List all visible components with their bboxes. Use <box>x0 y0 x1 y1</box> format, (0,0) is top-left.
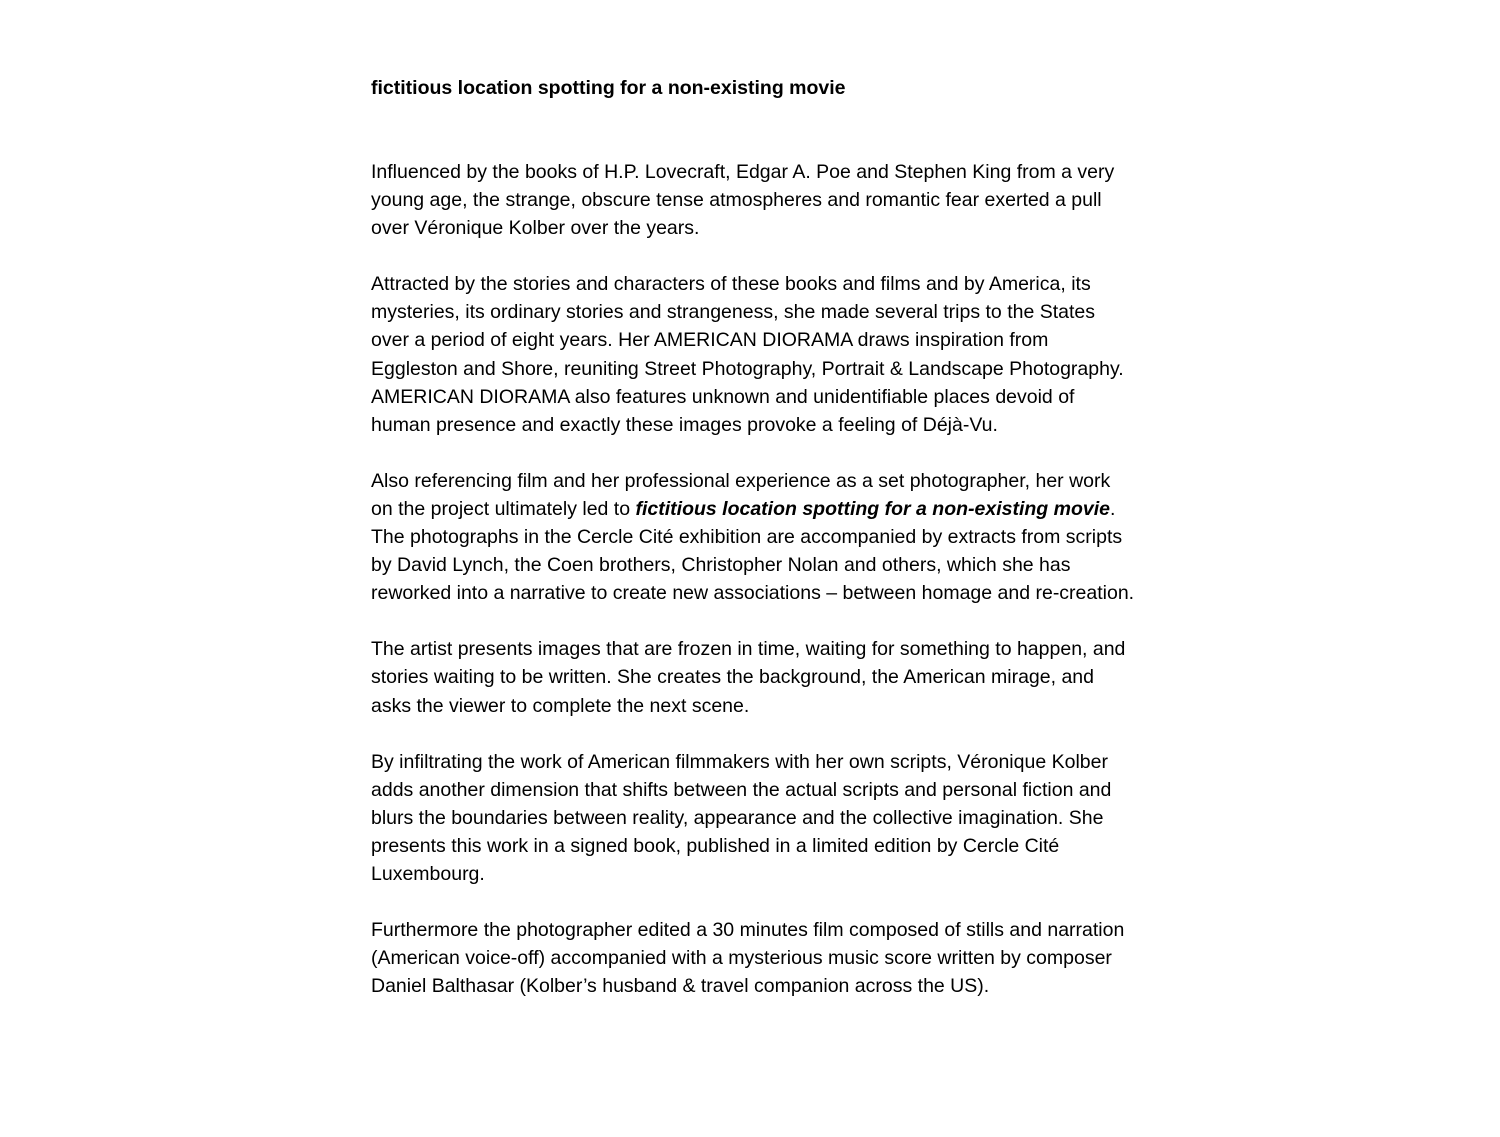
paragraph-american-diorama: Attracted by the stories and characters of these books and films and by America, its mysteries, its ordinary stories and strangeness, she made several trips to the States over a period of eight years. Her AMERICAN DIORAMA draws inspiration from Eggleston and Shore, reuniting Street Photography, Portrait & Landscape Photography. AMERICAN DIORAMA also features unknown and unidentifiable places devoid of human presence and exactly these images provoke a feeling of Déjà-Vu. <box>371 273 1124 436</box>
paragraph-film-reference-intro: Also referencing film and her professional experience as a set photographer, her work on the project ultimately led to <box>371 469 1111 520</box>
paragraph-film-edit: Furthermore the photographer edited a 30 minutes film composed of stills and narration (American voice-off) accompanied with a mysterious music score written by composer Daniel Balthasar (Kolber’s husband & travel companion across the US). <box>371 919 1125 998</box>
paragraph-infiltrating: By infiltrating the work of American filmmakers with her own scripts, Véronique Kolber adds another dimension that shifts between the actual scripts and personal fiction and blurs the boundaries between reality, appearance and the collective imagination. She presents this work in a signed book, published in a limited edition by Cercle Cité Luxembourg. <box>371 750 1112 885</box>
paragraph-frozen-time: The artist presents images that are frozen in time, waiting for something to happen, and stories waiting to be written. She creates the background, the American mirage, and asks the viewer to complete the next scene. <box>371 638 1126 717</box>
paragraph-film-reference-rest: . The photographs in the Cercle Cité exhibition are accompanied by extracts from scripts by David Lynch, the Coen brothers, Christopher Nolan and others, which she has reworked into a narrative to create new associations – between homage and re-creation. <box>371 497 1135 605</box>
paragraph-film-reference <box>371 467 1136 607</box>
document-body <box>371 158 1136 1000</box>
paragraph-influences: Influenced by the books of H.P. Lovecraft, Edgar A. Poe and Stephen King from a very young age, the strange, obscure tense atmospheres and romantic fear exerted a pull over Véronique Kolber over the years. <box>371 161 1115 240</box>
document-title: fictitious location spotting for a non-existing movie <box>371 77 846 99</box>
work-title-emphasis: fictitious location spotting for a non-existing movie <box>635 497 1110 520</box>
document-page <box>371 74 1136 1028</box>
